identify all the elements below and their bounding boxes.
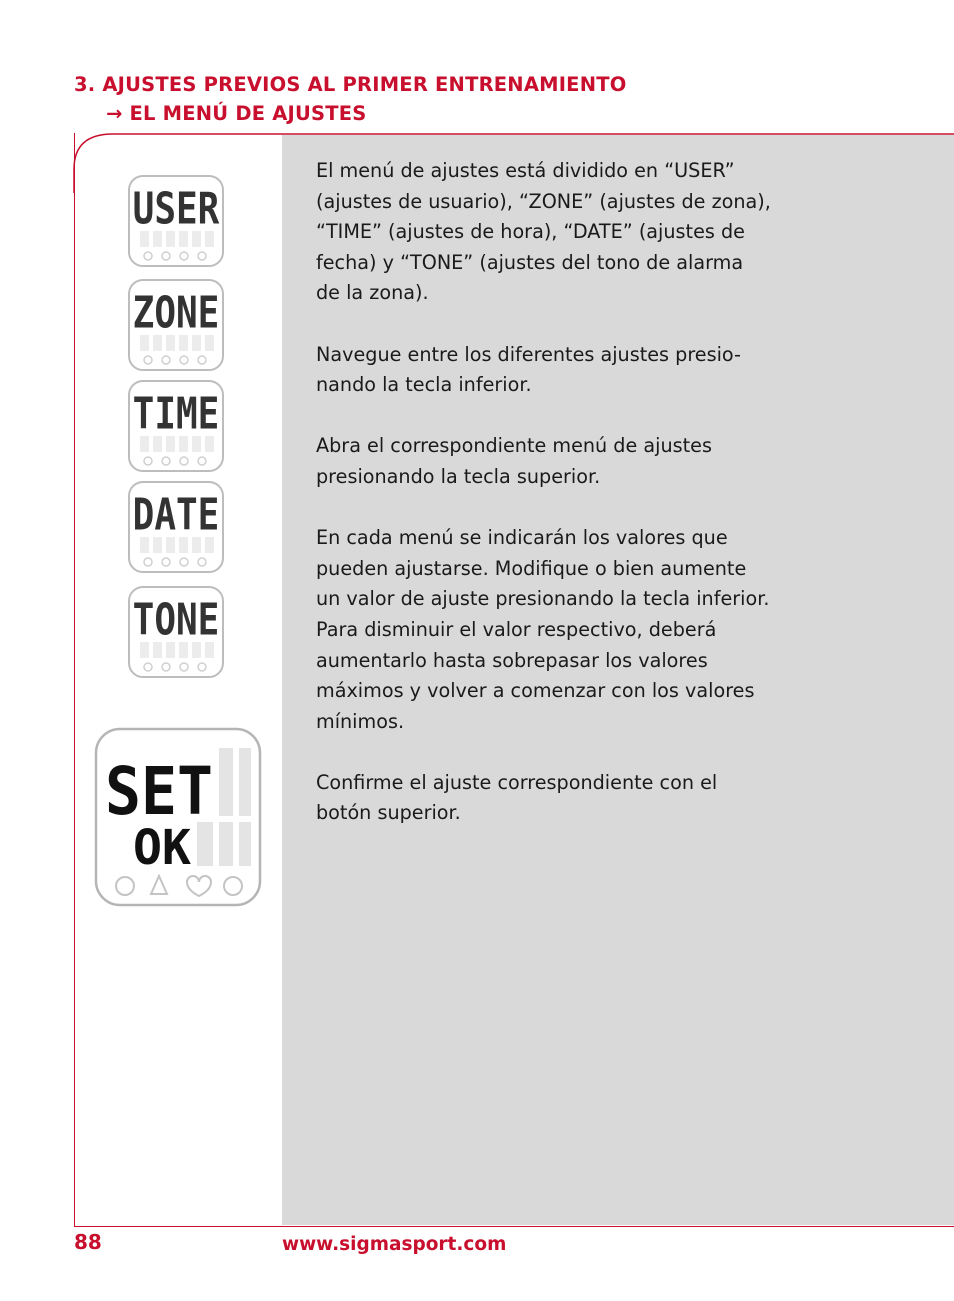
display-label: USER xyxy=(132,184,220,235)
watch-display-large-icon xyxy=(93,726,263,908)
page-number: 88 xyxy=(74,1230,102,1254)
watch-display-icon xyxy=(126,378,226,474)
section-title: 3. AJUSTES PREVIOS AL PRIMER ENTRENAMIENTO xyxy=(74,73,627,96)
body-text xyxy=(316,156,836,860)
display-user xyxy=(126,173,226,269)
paragraph: Abra el correspondiente menú de ajustes presionando la tecla superior. xyxy=(316,434,712,488)
display-label: DATE xyxy=(132,490,220,541)
paragraph: Confirme el ajuste correspondiente con el botón superior. xyxy=(316,770,718,825)
section-subtitle: → EL MENÚ DE AJUSTES xyxy=(106,102,367,125)
display-label: TIME xyxy=(132,389,220,440)
paragraph: Navegue entre los diferentes ajustes presio- nando la tecla inferior. xyxy=(316,342,741,397)
display-line-set: SET xyxy=(105,753,213,830)
display-label: TONE xyxy=(132,595,220,646)
display-date xyxy=(126,479,226,575)
display-zone xyxy=(126,277,226,373)
paragraph: En cada menú se indicarán los valores que pueden ajustarse. Modifique o bien aumente un valor de ajuste presionando la tecla inferior. Para disminuir el valor respectivo, deberá aumentarlo hasta sobrepasar los valores máximos y volver a comenzar con los valores mínimos. xyxy=(316,526,770,733)
display-label: ZONE xyxy=(132,288,220,339)
display-tone xyxy=(126,584,226,680)
watch-display-icon xyxy=(126,479,226,575)
footer-url[interactable]: www.sigmasport.com xyxy=(282,1234,507,1255)
watch-display-icon xyxy=(126,584,226,680)
section-heading xyxy=(74,70,627,128)
display-time xyxy=(126,378,226,474)
display-line-ok: OK xyxy=(133,820,192,876)
watch-display-icon xyxy=(126,173,226,269)
watch-display-icon xyxy=(126,277,226,373)
paragraph: El menú de ajustes está dividido en “USER” (ajustes de usuario), “ZONE” (ajustes de zona), “TIME” (ajustes de hora), “DATE” (ajustes de fecha) y “TONE” (ajustes del tono de alarma de la zona). xyxy=(316,159,771,305)
display-set-ok xyxy=(93,726,263,908)
